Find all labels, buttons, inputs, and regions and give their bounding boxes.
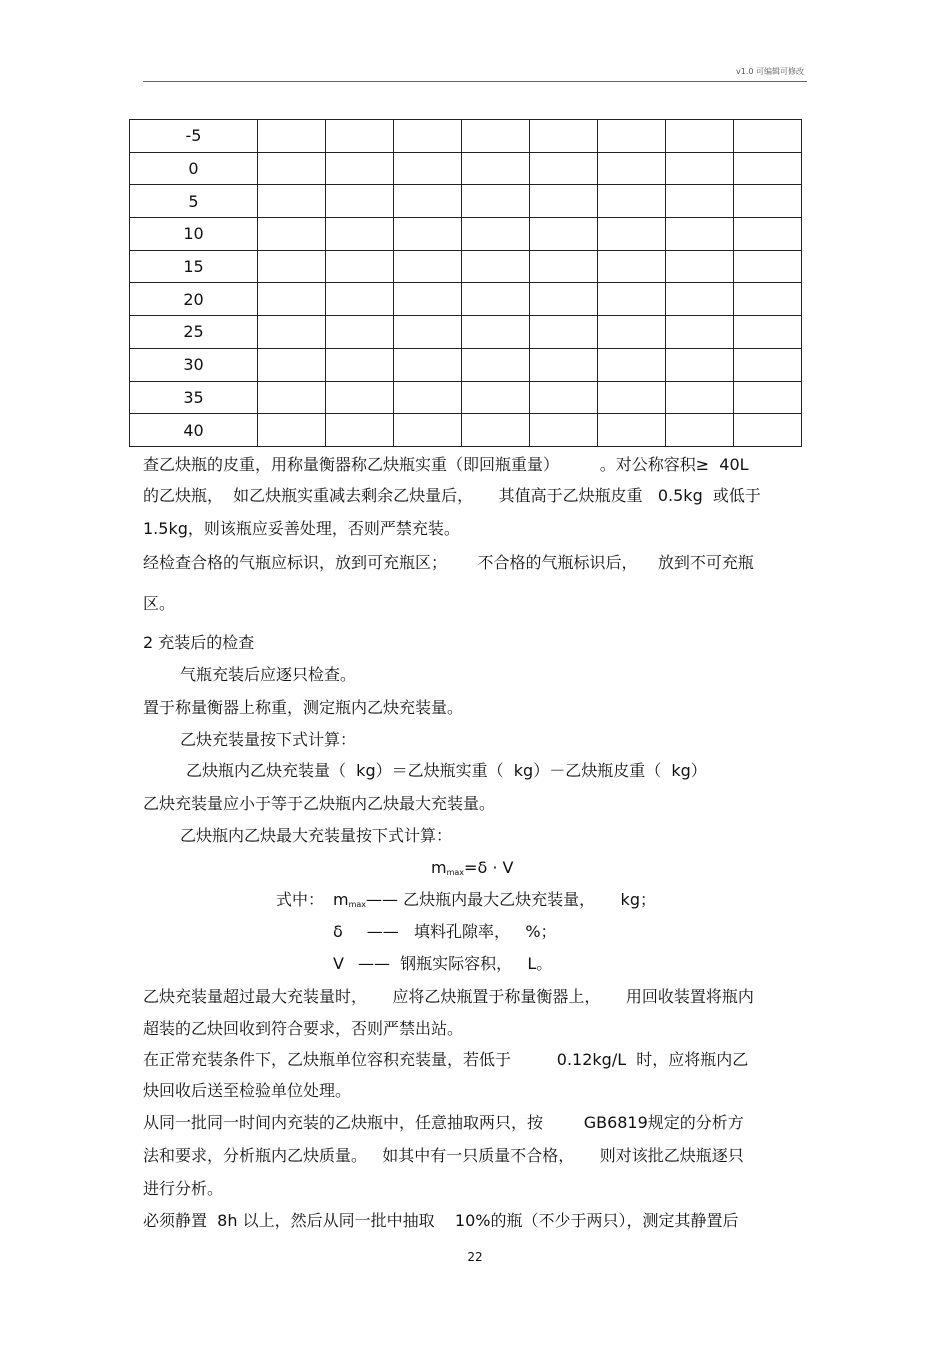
temperature-cell: 10 [130, 218, 258, 251]
page-number: 22 [467, 1250, 483, 1264]
empty-cell [462, 152, 530, 185]
where-item-volume [333, 954, 552, 974]
empty-cell [598, 316, 666, 349]
empty-cell [462, 250, 530, 283]
empty-cell [598, 348, 666, 381]
empty-cell [734, 348, 802, 381]
where-label: 式中： [276, 890, 325, 909]
paragraph-line: 在正常充装条件下，乙炔瓶单位容积充装量，若低于 0.12kg/L 时，应将瓶内乙 [143, 1050, 749, 1069]
empty-cell [666, 348, 734, 381]
paragraph-line: 查乙炔瓶的皮重，用称量衡器称乙炔瓶实重（即回瓶重量） 。对公称容积≥ 40L [143, 455, 749, 474]
header-version-note: v1.0 可编辑可修改 [736, 67, 804, 76]
table-row [130, 218, 802, 251]
table-row [130, 348, 802, 381]
empty-cell [326, 414, 394, 447]
temperature-cell: 0 [130, 152, 258, 185]
empty-cell [530, 316, 598, 349]
empty-cell [326, 250, 394, 283]
empty-cell [530, 348, 598, 381]
empty-cell [530, 185, 598, 218]
empty-cell [666, 120, 734, 153]
empty-cell [258, 250, 326, 283]
table-row [130, 152, 802, 185]
paragraph-line: 经检查合格的气瓶应标识，放到可充瓶区； 不合格的气瓶标识后， 放到不可充瓶 [143, 553, 754, 572]
paragraph-line: 的乙炔瓶， 如乙炔瓶实重减去剩余乙炔量后， 其值高于乙炔瓶皮重 0.5kg 或低于 [143, 486, 761, 505]
temperature-cell: 25 [130, 316, 258, 349]
where-subscript: max [348, 900, 367, 909]
empty-cell [258, 120, 326, 153]
empty-cell [462, 120, 530, 153]
empty-cell [666, 283, 734, 316]
empty-cell [530, 381, 598, 414]
empty-cell [462, 185, 530, 218]
header-divider [143, 81, 807, 82]
empty-cell [394, 283, 462, 316]
empty-cell [394, 120, 462, 153]
empty-cell [258, 381, 326, 414]
where-description: —— 钢瓶实际容积， L。 [357, 954, 553, 973]
table-row [130, 283, 802, 316]
table-row [130, 414, 802, 447]
paragraph-line: 法和要求，分析瓶内乙炔质量。 如其中有一只质量不合格， 则对该批乙炔瓶逐只 [143, 1146, 744, 1165]
empty-cell [530, 218, 598, 251]
temperature-cell: 35 [130, 381, 258, 414]
empty-cell [530, 152, 598, 185]
table-row [130, 250, 802, 283]
formula-symbol: m [431, 858, 447, 877]
empty-cell [462, 316, 530, 349]
empty-cell [394, 348, 462, 381]
where-symbol: V [333, 954, 344, 973]
table-row [130, 381, 802, 414]
empty-cell [462, 414, 530, 447]
empty-cell [666, 218, 734, 251]
formula-subscript: max [446, 868, 465, 877]
empty-cell [598, 381, 666, 414]
empty-cell [530, 283, 598, 316]
paragraph-line: 置于称量衡器上称重，测定瓶内乙炔充装量。 [143, 698, 464, 717]
empty-cell [598, 250, 666, 283]
empty-cell [258, 414, 326, 447]
empty-cell [394, 414, 462, 447]
where-symbol: m [333, 890, 349, 909]
empty-cell [326, 218, 394, 251]
empty-cell [734, 414, 802, 447]
empty-cell [598, 218, 666, 251]
formula-line: 乙炔瓶内乙炔充装量（ kg）＝乙炔瓶实重（ kg）－乙炔瓶皮重（ kg） [186, 761, 707, 780]
empty-cell [394, 152, 462, 185]
where-description: —— 填料孔隙率， %； [366, 922, 557, 941]
paragraph-line: 乙炔瓶内乙炔最大充装量按下式计算： [180, 826, 453, 845]
paragraph-line: 乙炔充装量按下式计算： [180, 730, 357, 749]
table-row [130, 316, 802, 349]
empty-cell [666, 185, 734, 218]
empty-cell [394, 316, 462, 349]
empty-cell [666, 381, 734, 414]
empty-cell [326, 283, 394, 316]
empty-cell [462, 381, 530, 414]
empty-cell [666, 316, 734, 349]
temperature-table [129, 119, 802, 447]
temperature-cell: 20 [130, 283, 258, 316]
empty-cell [394, 250, 462, 283]
empty-cell [326, 381, 394, 414]
empty-cell [598, 152, 666, 185]
empty-cell [598, 283, 666, 316]
empty-cell [462, 348, 530, 381]
empty-cell [258, 152, 326, 185]
empty-cell [394, 185, 462, 218]
temperature-cell: 5 [130, 185, 258, 218]
empty-cell [734, 250, 802, 283]
empty-cell [598, 414, 666, 447]
empty-cell [462, 218, 530, 251]
empty-cell [666, 414, 734, 447]
empty-cell [734, 120, 802, 153]
where-item-mmax [333, 890, 656, 913]
empty-cell [394, 218, 462, 251]
paragraph-line: 超装的乙炔回收到符合要求，否则严禁出站。 [143, 1019, 464, 1038]
paragraph-line: 进行分析。 [143, 1179, 224, 1198]
paragraph-line: 1.5kg，则该瓶应妥善处理，否则严禁充装。 [143, 519, 460, 538]
temperature-cell: 30 [130, 348, 258, 381]
paragraph-line: 气瓶充装后应逐只检查。 [180, 665, 357, 684]
empty-cell [462, 283, 530, 316]
temperature-cell: 15 [130, 250, 258, 283]
temperature-cell: -5 [130, 120, 258, 153]
where-description: —— 乙炔瓶内最大乙炔充装量， kg； [366, 890, 656, 909]
empty-cell [734, 316, 802, 349]
empty-cell [326, 316, 394, 349]
empty-cell [258, 316, 326, 349]
paragraph-line: 炔回收后送至检验单位处理。 [143, 1081, 352, 1100]
empty-cell [598, 185, 666, 218]
max-fill-formula [431, 858, 513, 881]
empty-cell [326, 348, 394, 381]
empty-cell [326, 120, 394, 153]
empty-cell [666, 250, 734, 283]
empty-cell [258, 348, 326, 381]
empty-cell [326, 185, 394, 218]
formula-rest: =δ · V [464, 858, 514, 877]
paragraph-line: 区。 [143, 594, 176, 613]
empty-cell [734, 381, 802, 414]
empty-cell [734, 283, 802, 316]
empty-cell [326, 152, 394, 185]
empty-cell [258, 218, 326, 251]
table-row [130, 120, 802, 153]
where-symbol: δ [333, 922, 343, 941]
where-item-delta [333, 922, 557, 942]
paragraph-line: 乙炔充装量超过最大充装量时， 应将乙炔瓶置于称量衡器上， 用回收装置将瓶内 [143, 987, 754, 1006]
table-row [130, 185, 802, 218]
empty-cell [258, 283, 326, 316]
empty-cell [530, 250, 598, 283]
empty-cell [530, 414, 598, 447]
paragraph-line: 必须静置 8h 以上，然后从同一批中抽取 10%的瓶（不少于两只），测定其静置后 [143, 1211, 739, 1230]
paragraph-line: 乙炔充装量应小于等于乙炔瓶内乙炔最大充装量。 [143, 794, 496, 813]
temperature-cell: 40 [130, 414, 258, 447]
paragraph-line: 从同一批同一时间内充装的乙炔瓶中，任意抽取两只，按 GB6819规定的分析方 [143, 1113, 744, 1132]
empty-cell [734, 185, 802, 218]
empty-cell [530, 120, 598, 153]
empty-cell [598, 120, 666, 153]
section-heading: 2 充装后的检查 [143, 633, 255, 652]
empty-cell [258, 185, 326, 218]
empty-cell [666, 152, 734, 185]
empty-cell [394, 381, 462, 414]
empty-cell [734, 152, 802, 185]
empty-cell [734, 218, 802, 251]
